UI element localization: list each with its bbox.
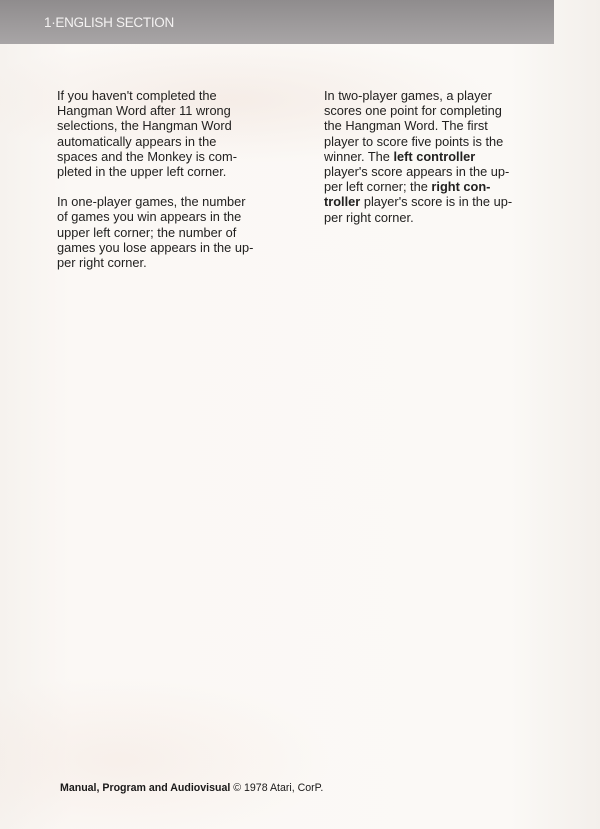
right-text-2: player's score appears in the up- per left corner; the xyxy=(324,164,510,195)
left-controller-term: left controller xyxy=(393,148,476,164)
left-column xyxy=(57,88,293,285)
right-text-1: In two-player games, a player scores one point for completing the Hangman Word. The first player to score five points is the winner. The xyxy=(324,88,504,164)
right-controller-term: right con- troller xyxy=(324,179,491,210)
right-paragraph-1 xyxy=(324,88,552,225)
right-column xyxy=(324,88,552,240)
left-paragraph-1: If you haven't completed the Hangman Word after 11 wrong selections, the Hangman Word automatically appears in the spaces and the Monkey is com- pleted in the upper left corner. xyxy=(57,88,237,180)
copyright-footer xyxy=(60,782,323,794)
right-text-3: player's score is in the up- per right corner. xyxy=(324,194,513,225)
section-title: 1·ENGLISH SECTION xyxy=(44,15,174,30)
footer-credit: Manual, Program and Audiovisual xyxy=(60,782,231,794)
section-header-band xyxy=(0,0,554,44)
footer-copyright: © 1978 Atari, CorP. xyxy=(233,782,324,794)
left-paragraph-2: In one-player games, the number of games you win appears in the upper left corner; the number of games you lose appears in the up- per right corner. xyxy=(57,194,254,271)
